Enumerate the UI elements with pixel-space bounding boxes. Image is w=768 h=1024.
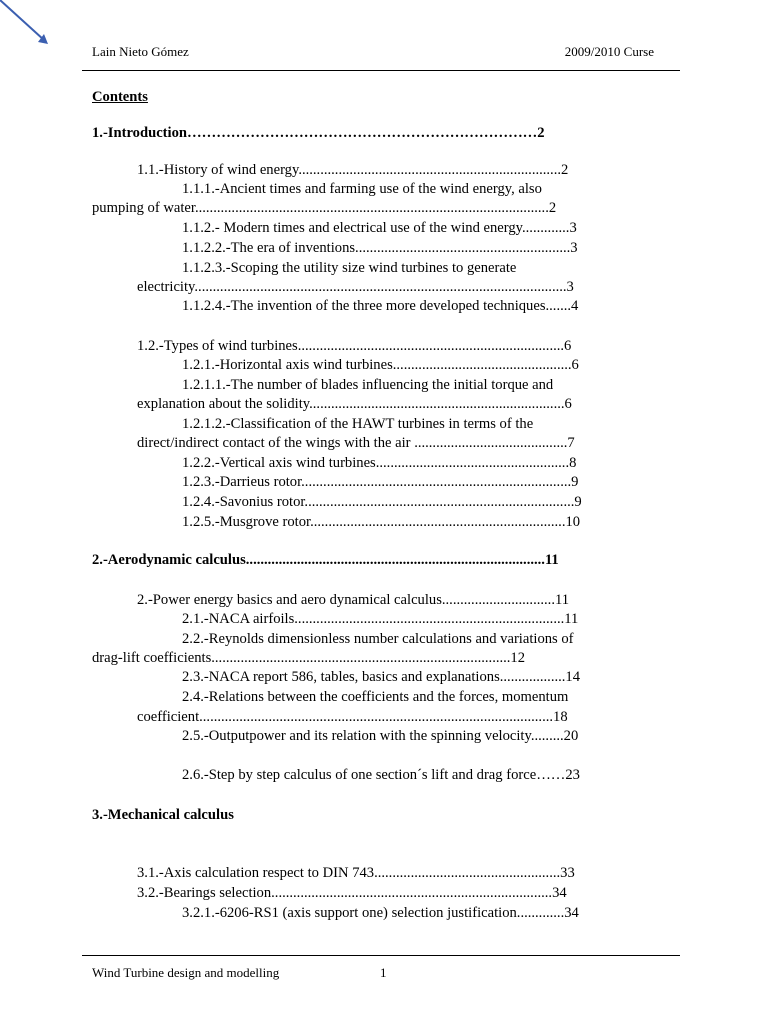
toc-entry: 1.2.2.-Vertical axis wind turbines.....................................................8 xyxy=(182,455,577,471)
page-number: 1 xyxy=(380,965,387,980)
toc-entry: 1.1.1.-Ancient times and farming use of the wind energy, also xyxy=(182,181,542,197)
toc-entry: 1.2.-Types of wind turbines.........................................................................6 xyxy=(137,338,572,354)
toc-entry: 2.5.-Outputpower and its relation with the spinning velocity.........20 xyxy=(182,728,579,744)
toc-entry: 1.2.5.-Musgrove rotor......................................................................10 xyxy=(182,514,581,530)
toc-entry: 1.1.2.3.-Scoping the utility size wind turbines to generate xyxy=(182,260,517,276)
toc-entry: 1.2.1.1.-The number of blades influencing the initial torque and xyxy=(182,377,554,393)
page-footer xyxy=(92,965,387,981)
toc-entry: explanation about the solidity......................................................................6 xyxy=(137,396,572,412)
toc-entry: 3.1.-Axis calculation respect to DIN 743...................................................33 xyxy=(137,865,575,881)
toc-entry: 1.1.2.2.-The era of inventions...........................................................3 xyxy=(182,240,578,256)
toc-entry: electricity......................................................................................................3 xyxy=(137,279,574,295)
toc-entry: 2.4.-Relations between the coefficients and the forces, momentum xyxy=(182,689,569,705)
toc-entry: 2.6.-Step by step calculus of one section´s lift and drag force……23 xyxy=(182,767,580,783)
header-author: Lain Nieto Gómez xyxy=(92,44,189,59)
toc-entry: 2.1.-NACA airfoils..........................................................................11 xyxy=(182,611,579,627)
toc-entry: pumping of water.................................................................................................2 xyxy=(92,200,557,216)
toc-entry: coefficient.................................................................................................18 xyxy=(137,709,568,725)
toc-entry: 1.2.4.-Savonius rotor..........................................................................9 xyxy=(182,494,582,510)
toc-entry: 1.2.3.-Darrieus rotor..........................................................................9 xyxy=(182,474,579,490)
toc-entry: drag-lift coefficients..................................................................................12 xyxy=(92,650,526,666)
toc-entry: 2.-Power energy basics and aero dynamical calculus...............................11 xyxy=(137,592,570,608)
footer-title: Wind Turbine design and modelling xyxy=(92,965,280,980)
footer-rule xyxy=(82,955,680,956)
toc-entry: direct/indirect contact of the wings with the air ..........................................7 xyxy=(137,435,575,451)
toc-entry: 1.2.1.-Horizontal axis wind turbines.................................................6 xyxy=(182,357,579,373)
toc-entry: 2.-Aerodynamic calculus..................................................................................11 xyxy=(92,552,559,568)
toc-entry: 1.1.-History of wind energy........................................................................2 xyxy=(137,162,569,178)
toc-entry: 1.-Introduction………………………………………………………………2 xyxy=(92,125,545,141)
toc-entry: 3.2.1.-6206-RS1 (axis support one) selection justification.............34 xyxy=(182,905,579,921)
toc-entry: 2.3.-NACA report 586, tables, basics and explanations..................14 xyxy=(182,669,581,685)
toc-entry: 1.1.2.- Modern times and electrical use of the wind energy.............3 xyxy=(182,220,577,236)
toc-entry: 1.2.1.2.-Classification of the HAWT turbines in terms of the xyxy=(182,416,534,432)
contents-title: Contents xyxy=(92,89,148,105)
header-course: 2009/2010 Curse xyxy=(564,44,654,59)
toc-entry: 3.-Mechanical calculus xyxy=(92,807,234,823)
toc-entry: 2.2.-Reynolds dimensionless number calculations and variations of xyxy=(182,631,574,647)
toc-entry: 3.2.-Bearings selection.............................................................................34 xyxy=(137,885,567,901)
toc-entry: 1.1.2.4.-The invention of the three more developed techniques.......4 xyxy=(182,298,579,314)
